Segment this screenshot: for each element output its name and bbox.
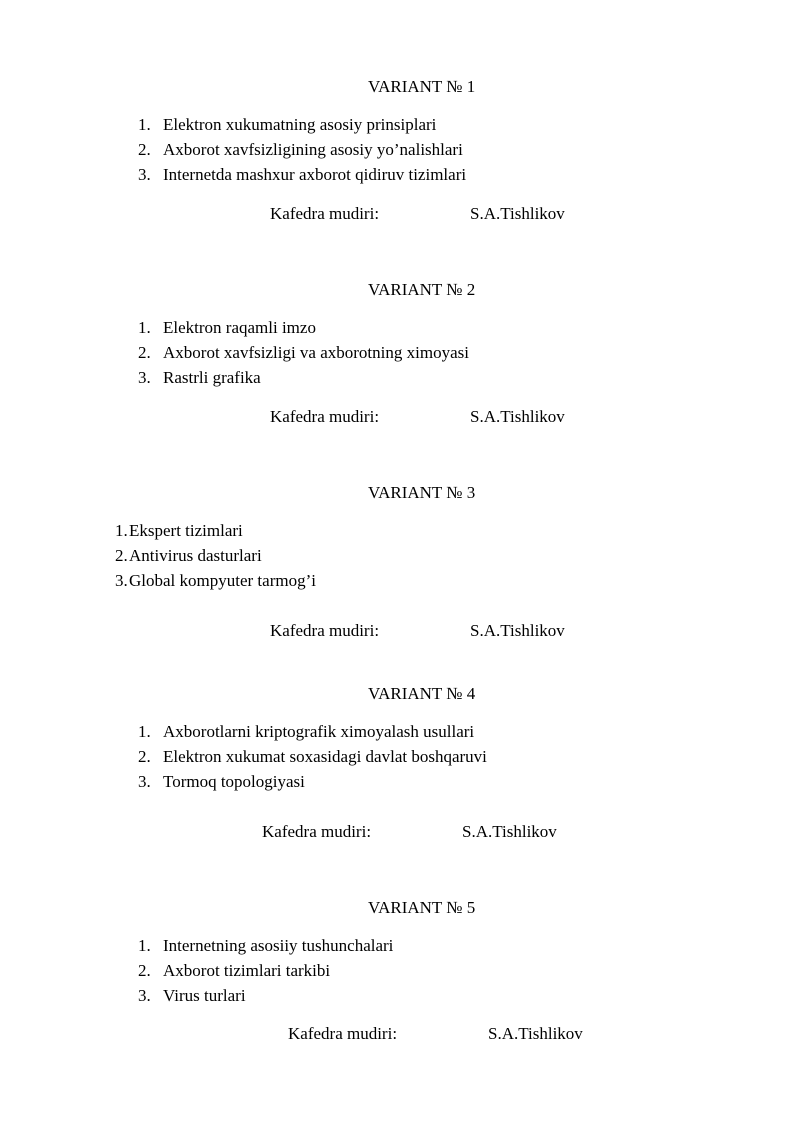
item-number: 1. <box>138 115 151 134</box>
variant-title: VARIANT № 5 <box>368 898 476 917</box>
item-text: Axborot tizimlari tarkibi <box>163 961 331 980</box>
variant-title: VARIANT № 3 <box>368 483 476 502</box>
item-number: 3. <box>138 986 151 1005</box>
item-number: 1. <box>138 318 151 337</box>
item-text: Rastrli grafika <box>163 368 261 387</box>
item-number: 2. <box>138 140 151 159</box>
item-number: 1. <box>138 936 151 955</box>
item-number: 2. <box>138 343 151 362</box>
item-number: 1. <box>115 521 128 540</box>
item-text: Internetning asosiiy tushunchalari <box>163 936 394 955</box>
item-number: 2. <box>138 961 151 980</box>
item-text: Elektron xukumat soxasidagi davlat boshqaruvi <box>163 747 487 766</box>
signature-label: Kafedra mudiri: <box>270 621 380 640</box>
signature-name: S.A.Tishlikov <box>470 407 565 426</box>
variant-title: VARIANT № 4 <box>368 684 476 703</box>
variant-title: VARIANT № 2 <box>368 280 476 299</box>
item-text: Tormoq topologiyasi <box>163 772 305 791</box>
item-number: 3. <box>115 571 128 590</box>
item-number: 2. <box>138 747 151 766</box>
signature-name: S.A.Tishlikov <box>470 204 565 223</box>
item-text: Axborot xavfsizligi va axborotning ximoyasi <box>163 343 469 362</box>
item-text: Antivirus dasturlari <box>129 546 262 565</box>
item-text: Internetda mashxur axborot qidiruv tizimlari <box>163 165 467 184</box>
item-text: Elektron raqamli imzo <box>163 318 316 337</box>
signature-label: Kafedra mudiri: <box>270 407 380 426</box>
signature-label: Kafedra mudiri: <box>262 822 372 841</box>
item-number: 1. <box>138 722 151 741</box>
signature-name: S.A.Tishlikov <box>470 621 565 640</box>
item-text: Virus turlari <box>163 986 246 1005</box>
signature-label: Kafedra mudiri: <box>288 1024 398 1043</box>
item-text: Elektron xukumatning asosiy prinsiplari <box>163 115 437 134</box>
item-number: 3. <box>138 368 151 387</box>
item-text: Axborot xavfsizligining asosiy yo’nalishlari <box>163 140 463 159</box>
item-number: 2. <box>115 546 128 565</box>
item-number: 3. <box>138 772 151 791</box>
signature-label: Kafedra mudiri: <box>270 204 380 223</box>
signature-name: S.A.Tishlikov <box>488 1024 583 1043</box>
item-text: Axborotlarni kriptografik ximoyalash usullari <box>163 722 475 741</box>
item-number: 3. <box>138 165 151 184</box>
item-text: Ekspert tizimlari <box>129 521 243 540</box>
item-text: Global kompyuter tarmog’i <box>129 571 316 590</box>
variant-title: VARIANT № 1 <box>368 77 476 96</box>
signature-name: S.A.Tishlikov <box>462 822 557 841</box>
